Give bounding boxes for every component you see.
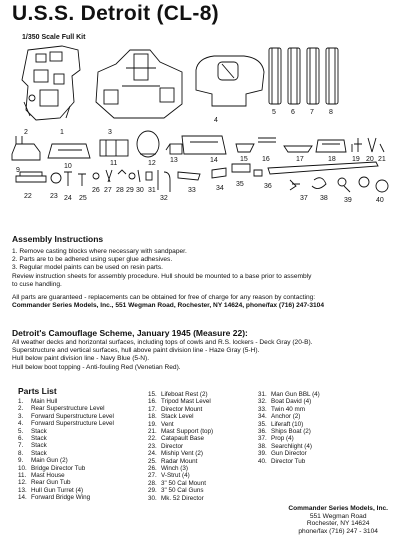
part-name: Rear Gun Tub xyxy=(31,479,71,487)
company-phone: phone/fax (716) 247 - 3104 xyxy=(298,527,378,535)
diagram-number: 6 xyxy=(291,109,295,116)
part-number: 12. xyxy=(18,479,27,487)
list-item xyxy=(18,487,114,494)
diagram-number: 27 xyxy=(104,187,112,194)
part-14-forward-bridge-wing xyxy=(182,136,226,154)
part-number: 27. xyxy=(148,472,157,480)
part-name: Boat David (4) xyxy=(271,398,312,406)
part-number: 25. xyxy=(148,457,157,465)
diagram-number: 33 xyxy=(188,187,196,194)
part-name: Stack xyxy=(31,435,47,443)
part-number: 7. xyxy=(18,442,24,450)
diagram-number: 8 xyxy=(329,109,333,116)
part-number: 16. xyxy=(148,398,157,406)
list-item xyxy=(258,450,320,457)
list-item xyxy=(148,487,213,494)
diagram-number: 38 xyxy=(320,195,328,202)
diagram-number: 15 xyxy=(240,156,248,163)
part-name: Stack xyxy=(31,442,47,450)
camouflage-title: Detroit's Camouflage Scheme, January 1945 (Measure 22): xyxy=(12,328,248,338)
diagram-number: 22 xyxy=(24,193,32,200)
diagram-number: 37 xyxy=(300,195,308,202)
list-item xyxy=(18,428,114,435)
part-name: Hull Gun Turret (4) xyxy=(31,486,84,494)
list-item xyxy=(148,435,213,442)
diagram-number: 3 xyxy=(108,129,112,136)
part-name: Director Mount xyxy=(161,405,203,413)
part-number: 31. xyxy=(258,391,267,398)
part-name: Gun Director xyxy=(271,450,307,458)
diagram-number: 2 xyxy=(24,129,28,136)
diagram-number: 26 xyxy=(92,187,100,194)
part-15-16-lifeboat-rest xyxy=(236,138,276,152)
part-number: 24. xyxy=(148,450,157,458)
list-item xyxy=(258,428,320,435)
part-number: 32. xyxy=(258,398,267,406)
part-name: Stack xyxy=(31,449,47,457)
part-number: 14. xyxy=(18,494,27,502)
parts-list-col-1 xyxy=(18,398,114,502)
diagram-number: 7 xyxy=(310,109,314,116)
part-name: Mast House xyxy=(31,472,65,480)
parts-list-col-3 xyxy=(258,391,320,465)
diagram-number: 19 xyxy=(352,156,360,163)
assembly-line: 3. Regular model paints can be used on resin parts. xyxy=(12,264,164,272)
part-number: 33. xyxy=(258,405,267,413)
part-number: 17. xyxy=(148,405,157,413)
part-23-director xyxy=(51,173,61,183)
list-item xyxy=(148,443,213,450)
part-12-rear-gun-tub xyxy=(137,131,159,157)
part-name: Catapault Base xyxy=(161,435,205,443)
assembly-line: 2. Parts are to be adhered using super glue adhesives. xyxy=(12,256,173,264)
part-number: 35. xyxy=(258,420,267,428)
part-number: 28. xyxy=(148,479,157,487)
part-18-stack-level xyxy=(316,140,346,152)
parts-list-col-2 xyxy=(148,391,213,502)
list-item xyxy=(148,406,213,413)
diagram-number: 24 xyxy=(64,195,72,202)
part-name: Mk. 52 Director xyxy=(161,494,204,502)
part-name: Tripod Mast Level xyxy=(161,398,211,406)
diagram-number: 25 xyxy=(79,195,87,202)
list-item xyxy=(148,428,213,435)
list-item xyxy=(258,443,320,450)
list-item xyxy=(258,391,320,398)
part-name: Bridge Director Tub xyxy=(31,464,86,472)
part-9-main-gun xyxy=(12,136,40,160)
part-name: Mast Support (top) xyxy=(161,428,214,436)
part-name: Stack xyxy=(31,427,47,435)
list-item xyxy=(258,435,320,442)
part-number: 10. xyxy=(18,464,27,472)
part-name: Director xyxy=(161,442,184,450)
part-name: 3" 50 Cal Guns xyxy=(161,487,204,495)
part-name: Lifeboat Rest (2) xyxy=(161,391,208,398)
part-name: Vent xyxy=(161,420,174,428)
list-item xyxy=(18,413,114,420)
part-number: 6. xyxy=(18,435,24,443)
list-item xyxy=(258,413,320,420)
part-number: 19. xyxy=(148,420,157,428)
part-name: Forward Superstructure Level xyxy=(31,420,114,428)
part-name: V-Strut (4) xyxy=(161,472,190,480)
company-street: 551 Wegman Road xyxy=(309,512,367,520)
part-10-bridge-director-tub xyxy=(48,144,90,158)
part-number: 18. xyxy=(148,413,157,421)
part-number: 34. xyxy=(258,413,267,421)
scale-label: 1/350 Scale Full Kit xyxy=(22,34,86,41)
part-number: 8. xyxy=(18,449,24,457)
diagram-number: 32 xyxy=(160,195,168,202)
contact-block xyxy=(288,505,388,535)
diagram-number: 18 xyxy=(328,156,336,163)
part-name: Man Gun BBL (4) xyxy=(271,391,320,398)
part-name: Searchlight (4) xyxy=(271,442,312,450)
part-number: 22. xyxy=(148,435,157,443)
part-number: 21. xyxy=(148,428,157,436)
diagram-number: 4 xyxy=(214,117,218,124)
list-item xyxy=(18,435,114,442)
list-item xyxy=(148,413,213,420)
diagram-number: 13 xyxy=(170,157,178,164)
part-34-35-anchor-liferaft xyxy=(212,164,262,178)
part-number: 11. xyxy=(18,472,27,480)
part-name: Liferaft (10) xyxy=(271,420,304,428)
diagram-number: 29 xyxy=(126,187,134,194)
part-name: Main Hull xyxy=(31,398,58,405)
list-item xyxy=(18,442,114,449)
part-number: 36. xyxy=(258,428,267,436)
camouflage-line: Superstructure and vertical surfaces, hull above paint division line - Haze Gray (5-H). xyxy=(12,347,260,355)
part-name: Director Tub xyxy=(271,457,306,465)
list-item xyxy=(18,457,114,464)
part-number: 5. xyxy=(18,427,24,435)
diagram-number: 12 xyxy=(148,160,156,167)
part-number: 40. xyxy=(258,457,267,465)
list-item xyxy=(18,398,114,405)
part-name: 3" 50 Cal Mount xyxy=(161,479,206,487)
part-name: Forward Superstructure Level xyxy=(31,412,114,420)
diagram-number: 39 xyxy=(344,197,352,204)
list-item xyxy=(148,391,213,398)
part-number: 2. xyxy=(18,405,24,413)
diagram-number: 16 xyxy=(262,156,270,163)
part-number: 9. xyxy=(18,457,24,465)
diagram-number: 17 xyxy=(296,156,304,163)
part-number: 3. xyxy=(18,412,24,420)
parts-list-title: Parts List xyxy=(18,386,57,396)
part-name: Twin 40 mm xyxy=(271,405,305,413)
part-name: Radar Mount xyxy=(161,457,198,465)
camouflage-line: Hull below boot topping - Anti-fouling Red (Venetian Red). xyxy=(12,363,181,371)
diagram-number: 1 xyxy=(60,129,64,136)
list-item xyxy=(258,398,320,405)
part-name: Stack Level xyxy=(161,413,194,421)
list-item xyxy=(148,472,213,479)
part-name: Winch (3) xyxy=(161,465,188,473)
list-item xyxy=(18,450,114,457)
part-name: Main Gun (2) xyxy=(31,457,68,465)
list-item xyxy=(18,405,114,412)
diagram-number: 40 xyxy=(376,197,384,204)
diagram-number: 35 xyxy=(236,181,244,188)
part-11-mast-house xyxy=(100,140,128,156)
part-name: Prop (4) xyxy=(271,435,294,443)
part-name: Anchor (2) xyxy=(271,413,301,421)
part-name: Rear Superstructure Level xyxy=(31,405,105,413)
list-item xyxy=(148,458,213,465)
camouflage-scheme xyxy=(12,339,313,372)
part-17-director-mount xyxy=(284,146,312,152)
contact-line: Commander Series Models, Inc., 551 Wegman Road, Rochester, NY 14624, phone/fax (716) 247-3104 xyxy=(12,302,324,310)
diagram-number: 9 xyxy=(16,167,20,174)
company-city: Rochester, NY 14624 xyxy=(306,520,370,528)
diagram-number: 31 xyxy=(148,187,156,194)
assembly-line: to cuse handling. xyxy=(12,280,62,288)
page-title: U.S.S. Detroit (CL-8) xyxy=(12,2,219,25)
assembly-instructions xyxy=(12,248,324,310)
assembly-line: Review instruction sheets for assembly procedure. Hull should be mounted to a base prior to assembly xyxy=(12,272,312,280)
diagram-number: 5 xyxy=(272,109,276,116)
list-item xyxy=(18,420,114,427)
parts-diagram xyxy=(0,40,400,210)
part-37-40-props-searchlights xyxy=(290,177,388,192)
list-item xyxy=(18,479,114,486)
part-number: 23. xyxy=(148,442,157,450)
list-item xyxy=(258,458,320,465)
part-name: Ships Boat (2) xyxy=(271,428,311,436)
guarantee-line: All parts are guaranteed - replacements can be obtained for free of charge for any reason by contacting: xyxy=(12,294,316,302)
diagram-number: 14 xyxy=(210,157,218,164)
company-name: Commander Series Models, Inc. xyxy=(288,505,388,512)
part-name: Miship Vent (2) xyxy=(161,450,203,458)
part-19-21-vent-mast xyxy=(352,138,384,152)
diagram-number: 21 xyxy=(378,156,386,163)
part-number: 15. xyxy=(148,391,157,398)
list-item xyxy=(148,495,213,502)
part-36-ships-boat xyxy=(268,162,378,174)
list-item xyxy=(148,398,213,405)
list-item xyxy=(148,480,213,487)
diagram-number: 28 xyxy=(116,187,124,194)
list-item xyxy=(148,450,213,457)
part-2-rear-superstructure xyxy=(22,46,80,120)
part-number: 13. xyxy=(18,486,27,494)
part-number: 38. xyxy=(258,442,267,450)
diagram-number: 34 xyxy=(216,185,224,192)
part-24-25-vents xyxy=(64,172,86,186)
diagram-number: 36 xyxy=(264,183,272,190)
assembly-line: 1. Remove casting blocks where necessary with sandpaper. xyxy=(12,248,187,255)
part-number: 37. xyxy=(258,435,267,443)
list-item xyxy=(148,421,213,428)
diagram-number: 10 xyxy=(64,163,72,170)
list-item xyxy=(148,465,213,472)
part-5-8-stacks xyxy=(269,48,338,104)
list-item xyxy=(18,472,114,479)
part-3-forward-superstructure xyxy=(96,50,182,118)
diagram-numbers xyxy=(16,109,386,204)
camouflage-line: All weather decks and horizontal surfaces, including tops of cowls and R.S. lockers - Deck Gray (20-B). xyxy=(12,339,313,346)
diagram-number: 20 xyxy=(366,156,374,163)
part-number: 39. xyxy=(258,450,267,458)
assembly-title: Assembly Instructions xyxy=(12,234,104,244)
part-4-forward-superstructure xyxy=(196,56,264,106)
list-item xyxy=(258,406,320,413)
part-number: 1. xyxy=(18,398,24,405)
diagram-number: 30 xyxy=(136,187,144,194)
part-22-catapault-base xyxy=(16,172,46,182)
part-number: 29. xyxy=(148,487,157,495)
list-item xyxy=(18,465,114,472)
part-number: 26. xyxy=(148,465,157,473)
list-item xyxy=(18,494,114,501)
part-number: 4. xyxy=(18,420,24,428)
diagram-number: 23 xyxy=(50,193,58,200)
part-name: Forward Bridge Wing xyxy=(31,494,91,502)
list-item xyxy=(258,421,320,428)
part-26-30-winches-guns xyxy=(93,170,152,182)
part-13-hull-gun-turret xyxy=(166,144,182,154)
part-number: 30. xyxy=(148,494,157,502)
camouflage-line: Hull below paint division line - Navy Blue (5-N). xyxy=(12,355,150,363)
diagram-number: 11 xyxy=(110,160,118,167)
